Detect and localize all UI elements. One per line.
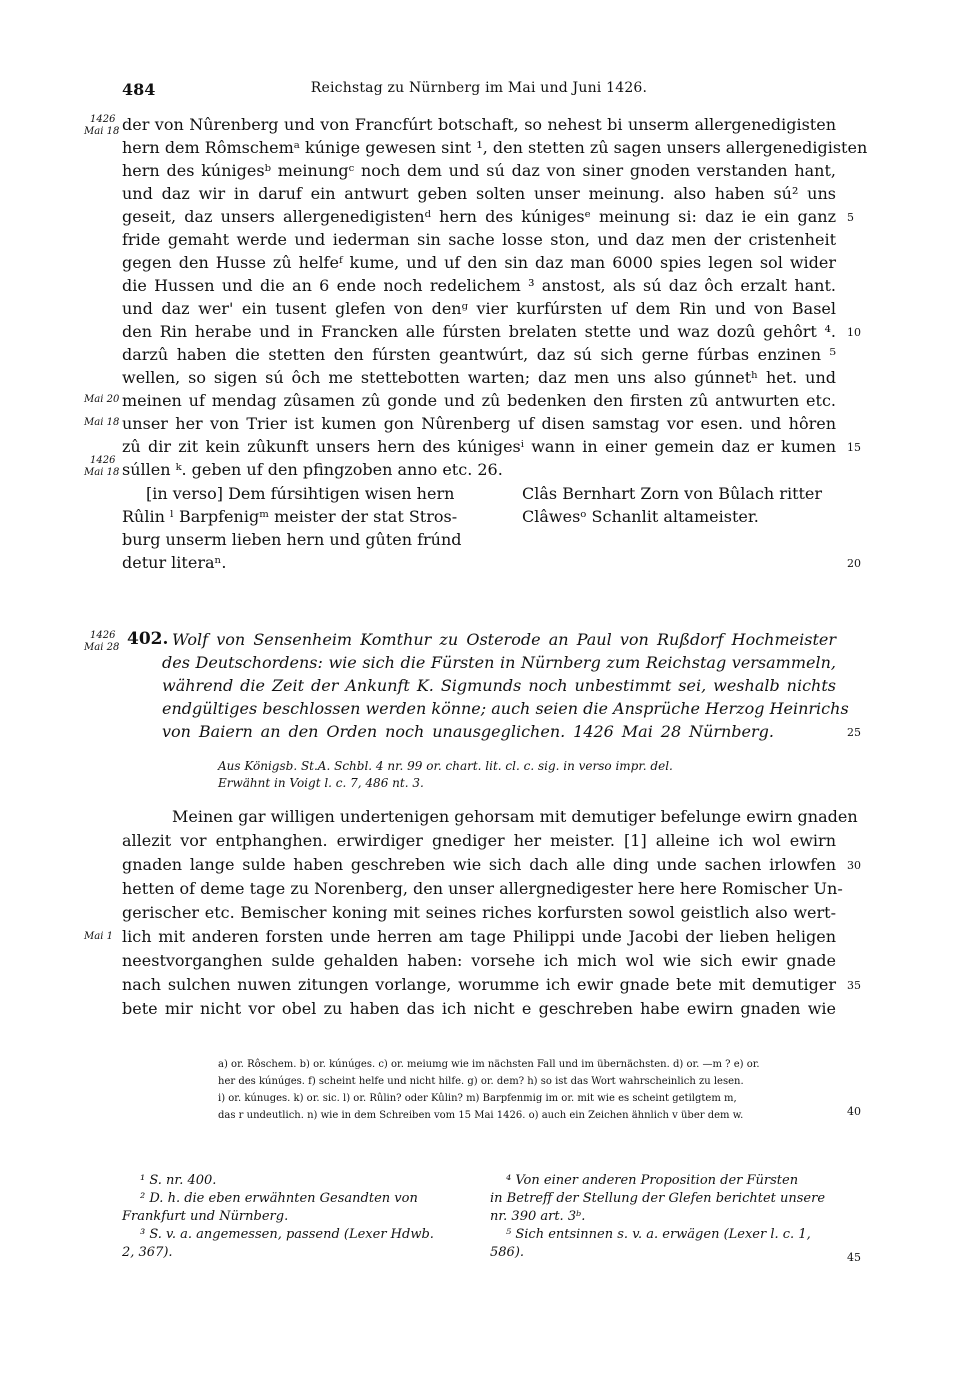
margin-date: Mai 18 bbox=[84, 417, 120, 428]
variant-line: das r undeutlich. n) wie in dem Schreiben vom 15 Mai 1426. o) auch ein Zeichen ähnlich v über dem w. bbox=[218, 1110, 744, 1121]
line-number: 25 bbox=[847, 726, 861, 739]
text-line: bete mir nicht vor obel zu haben das ich nicht e geschreben habe ewirn gnaden wie bbox=[122, 999, 836, 1018]
text-line: und daz wir in daruf ein antwurt geben solten unser meinung. also haben sú² uns bbox=[122, 184, 836, 203]
document-number: 402. bbox=[127, 629, 169, 649]
signature-line: Clâwesᵒ Schanlit altameister. bbox=[522, 507, 759, 526]
line-number: 30 bbox=[847, 859, 861, 872]
footnote-line: ¹ S. nr. 400. bbox=[140, 1173, 217, 1188]
line-number: 35 bbox=[847, 979, 861, 992]
variant-line: i) or. kúnuges. k) or. sic. l) or. Rûlin? oder Kûlin? m) Barpfenmig im or. mit wie es scheint getilgtem m, bbox=[218, 1093, 737, 1104]
text-line: den Rin herabe und in Francken alle fúrsten brelaten stette und waz dozû gehôrt ⁴. bbox=[122, 322, 836, 341]
line-number: 10 bbox=[847, 326, 861, 339]
text-line: und daz wer' ein tusent glefen von denᵍ vier kurfúrsten uf dem Rin und von Basel bbox=[122, 299, 836, 318]
document-title-line: endgültiges beschlossen werden könne; auch seien die Ansprüche Herzog Heinrichs bbox=[162, 699, 849, 718]
margin-date: 1426 bbox=[90, 630, 116, 641]
line-number: 40 bbox=[847, 1105, 861, 1118]
text-line: der von Nûrenberg und von Francfúrt botschaft, so nehest bi unserm allergenedigisten bbox=[122, 115, 836, 134]
margin-date: Mai 28 bbox=[84, 642, 120, 653]
footnote-line: in Betreff der Stellung der Glefen berichtet unsere bbox=[490, 1191, 826, 1206]
address-line: burg unserm lieben hern und gûten frúnd bbox=[122, 530, 462, 549]
text-line: fride gemaht werde und iederman sin sache losse ston, und daz men der cristenheit bbox=[122, 230, 836, 249]
address-line: [in verso] Dem fúrsihtigen wisen hern bbox=[146, 484, 455, 503]
variant-line: her des kúnúges. f) scheint helfe und nicht hilfe. g) or. dem? h) so ist das Wort wahrscheinlich zu lesen. bbox=[218, 1076, 744, 1087]
line-number: 15 bbox=[847, 441, 861, 454]
text-line: Meinen gar willigen undertenigen gehorsam mit demutiger befelunge ewirn gnaden bbox=[172, 807, 858, 826]
text-line: geseit, daz unsers allergenedigistenᵈ hern des kúnigesᵉ meinung si: daz ie ein ganz bbox=[122, 207, 836, 226]
text-line: súllen ᵏ. geben uf den pfingzoben anno etc. 26. bbox=[122, 460, 503, 479]
footnote-line: ⁴ Von einer anderen Proposition der Fürsten bbox=[506, 1173, 799, 1188]
document-title-line: während die Zeit der Ankunft K. Sigmunds noch unbestimmt sei, weshalb nichts bbox=[162, 676, 836, 695]
footnote-line: 2, 367). bbox=[122, 1245, 173, 1260]
text-line: gnaden lange sulde haben geschreben wie sich dach alle ding unde sachen irlowfen bbox=[122, 855, 836, 874]
page-number: 484 bbox=[122, 80, 156, 99]
footnote-line: ² D. h. die eben erwähnten Gesandten von bbox=[140, 1191, 418, 1206]
text-line: hetten of deme tage zu Norenberg, den unser allergnedigester here here Romischer Un- bbox=[122, 879, 843, 898]
variant-line: a) or. Rôschem. b) or. kúnúges. c) or. meiumg wie im nächsten Fall und im übernächsten. d) or. —m ? e) or. bbox=[218, 1059, 760, 1070]
document-title-line: des Deutschordens: wie sich die Fürsten in Nürnberg zum Reichstag versammeln, bbox=[162, 653, 836, 672]
margin-date: Mai 18 bbox=[84, 126, 120, 137]
running-title: Reichstag zu Nürnberg im Mai und Juni 1426. bbox=[310, 80, 648, 96]
running-header bbox=[122, 80, 836, 100]
footnote-line: 586). bbox=[490, 1245, 525, 1260]
text-line: darzû haben die stetten den fúrsten geantwúrt, daz sú sich gerne fúrbas enzinen ⁵ bbox=[122, 345, 836, 364]
text-line: hern dem Rômschemᵃ kúnige gewesen sint ¹, den stetten zû sagen unsers allergenedigisten bbox=[122, 138, 868, 157]
line-number: 5 bbox=[847, 211, 854, 224]
text-line: meinen uf mendag zûsamen zû gonde und zû bedenken den firsten zû antwurten etc. bbox=[122, 391, 836, 410]
margin-date: Mai 1 bbox=[84, 931, 113, 942]
address-line: detur literaⁿ. bbox=[122, 553, 227, 572]
text-line: gegen den Husse zû helfeᶠ kume, und uf den sin daz man 6000 spies legen sol wider bbox=[122, 253, 836, 272]
line-number: 45 bbox=[847, 1251, 861, 1264]
source-line: Aus Königsb. St.A. Schbl. 4 nr. 99 or. chart. lit. cl. c. sig. in verso impr. del. bbox=[218, 759, 673, 773]
signature-line: Clâs Bernhart Zorn von Bûlach ritter bbox=[522, 484, 823, 503]
text-line: lich mit anderen forsten unde herren am tage Philippi unde Jacobi der lieben heligen bbox=[122, 927, 836, 946]
footnote-line: ³ S. v. a. angemessen, passend (Lexer Hdwb. bbox=[140, 1227, 434, 1242]
margin-date: Mai 20 bbox=[84, 394, 120, 405]
text-line: neestvorganghen sulde gehalden haben: vorsehe ich mich wol wie sich ewir gnade bbox=[122, 951, 836, 970]
text-line: gerischer etc. Bemischer koning mit seines riches korfursten sowol geistlich also wert- bbox=[122, 903, 836, 922]
footnote-line: Frankfurt und Nürnberg. bbox=[122, 1209, 289, 1224]
text-line: hern des kúnigesᵇ meinungᶜ noch dem und sú daz von siner gnoden verstanden hant, bbox=[122, 161, 836, 180]
footnote-line: nr. 390 art. 3ᵇ. bbox=[490, 1209, 586, 1224]
text-line: die Hussen und die an 6 ende noch redelichem ³ anstost, als sú daz ôch erzalt hant. bbox=[122, 276, 836, 295]
text-line: zû dir zit kein zûkunft unsers hern des kúnigesⁱ wann in einer gemein daz er kumen bbox=[122, 437, 836, 456]
text-line: unser her von Trier ist kumen gon Nûrenberg uf disen samstag vor esen. und hôren bbox=[122, 414, 836, 433]
margin-date: 1426 bbox=[90, 114, 116, 125]
footnote-line: ⁵ Sich entsinnen s. v. a. erwägen (Lexer l. c. 1, bbox=[506, 1227, 811, 1242]
text-line: allezit vor entphanghen. erwirdiger gnediger her meister. [1] alleine ich wol ewirn bbox=[122, 831, 836, 850]
address-line: Rûlin ˡ Barpfenigᵐ meister der stat Stros- bbox=[122, 507, 458, 526]
text-line: wellen, so sigen sú ôch me stettebotten warten; daz men uns also gúnnetʰ het. und bbox=[122, 368, 836, 387]
document-title-line: Wolf von Sensenheim Komthur zu Osterode an Paul von Rußdorf Hochmeister bbox=[172, 630, 836, 649]
margin-date: 1426 bbox=[90, 455, 116, 466]
document-title-line: von Baiern an den Orden noch unausgeglichen. 1426 Mai 28 Nürnberg. bbox=[162, 722, 774, 741]
source-line: Erwähnt in Voigt l. c. 7, 486 nt. 3. bbox=[218, 776, 424, 790]
margin-date: Mai 18 bbox=[84, 467, 120, 478]
text-line: nach sulchen nuwen zitungen vorlange, worumme ich ewir gnade bete mit demutiger bbox=[122, 975, 836, 994]
line-number: 20 bbox=[847, 557, 861, 570]
